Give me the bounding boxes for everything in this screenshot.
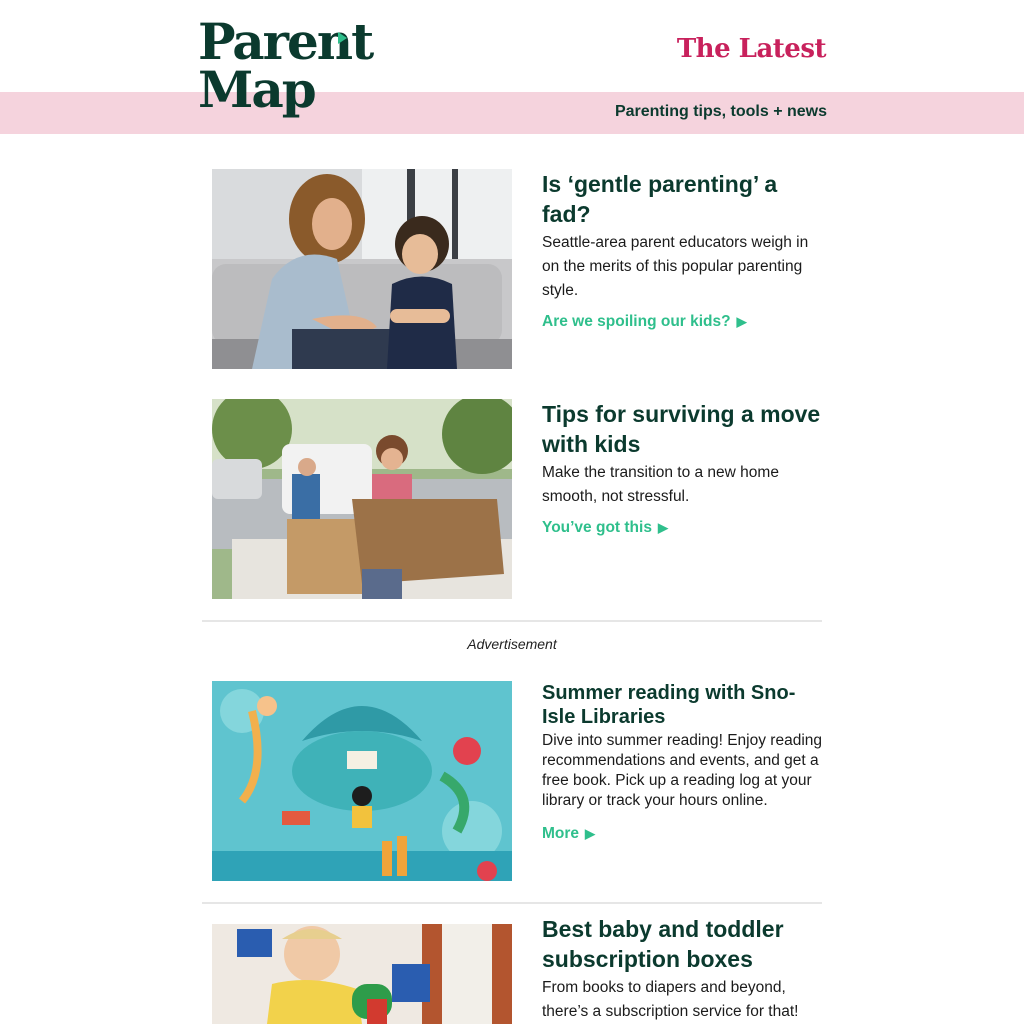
advertisement-description: Dive into summer reading! Enjoy reading recommendations and events, and get a free book. Pick up a reading log at your library or track your hours online. bbox=[542, 732, 822, 809]
article-title[interactable]: Is ‘gentle parenting’ a fad? bbox=[542, 171, 778, 227]
moving-box-photo bbox=[212, 399, 512, 599]
advertisement-text bbox=[542, 681, 824, 843]
play-arrow-icon: ▶ bbox=[585, 826, 596, 841]
logo-line-parent: Parent bbox=[198, 12, 373, 71]
parentmap-logo[interactable] bbox=[198, 12, 373, 124]
tagline: Parenting tips, tools + news bbox=[614, 103, 827, 120]
article-description: Seattle-area parent educators weigh in on the merits of this popular parenting style. bbox=[542, 234, 809, 299]
toddler-toys-photo bbox=[212, 924, 512, 1024]
article-card bbox=[212, 399, 822, 599]
divider bbox=[202, 902, 822, 904]
logo-line-map: Map bbox=[198, 60, 315, 119]
advertisement-card bbox=[212, 681, 822, 881]
section-title: The Latest bbox=[676, 34, 826, 64]
article-description: From books to diapers and beyond, there’s a subscription service for that! bbox=[542, 979, 799, 1020]
article-description: Make the transition to a new home smooth, not stressful. bbox=[542, 464, 779, 505]
advertisement-link[interactable] bbox=[542, 825, 824, 843]
article-link-label: You’ve got this bbox=[542, 519, 652, 536]
article-title[interactable]: Tips for surviving a move with kids bbox=[542, 401, 821, 457]
article-text bbox=[542, 169, 824, 331]
tagline-band bbox=[0, 92, 1024, 134]
mother-child-photo bbox=[212, 169, 512, 369]
article-card bbox=[212, 169, 822, 369]
advertisement-link-label: More bbox=[542, 825, 580, 842]
play-arrow-icon: ▶ bbox=[736, 314, 747, 329]
reading-illustration bbox=[212, 681, 512, 881]
article-image[interactable] bbox=[212, 399, 512, 599]
article-image[interactable] bbox=[212, 924, 512, 1024]
play-arrow-icon: ▶ bbox=[657, 520, 668, 535]
article-link-label: Are we spoiling our kids? bbox=[542, 313, 731, 330]
article-link[interactable] bbox=[542, 519, 824, 537]
advertisement-image[interactable] bbox=[212, 681, 512, 881]
logo-play-icon bbox=[338, 32, 347, 44]
article-title[interactable]: Best baby and toddler subscription boxes bbox=[542, 916, 784, 972]
article-image[interactable] bbox=[212, 169, 512, 369]
article-text bbox=[542, 399, 824, 537]
advertisement-label: Advertisement bbox=[467, 636, 557, 652]
article-card bbox=[212, 916, 822, 1024]
divider bbox=[202, 620, 822, 622]
advertisement-title[interactable]: Summer reading with Sno-Isle Libraries bbox=[542, 682, 796, 728]
article-text bbox=[542, 914, 824, 1024]
article-link[interactable] bbox=[542, 313, 824, 331]
